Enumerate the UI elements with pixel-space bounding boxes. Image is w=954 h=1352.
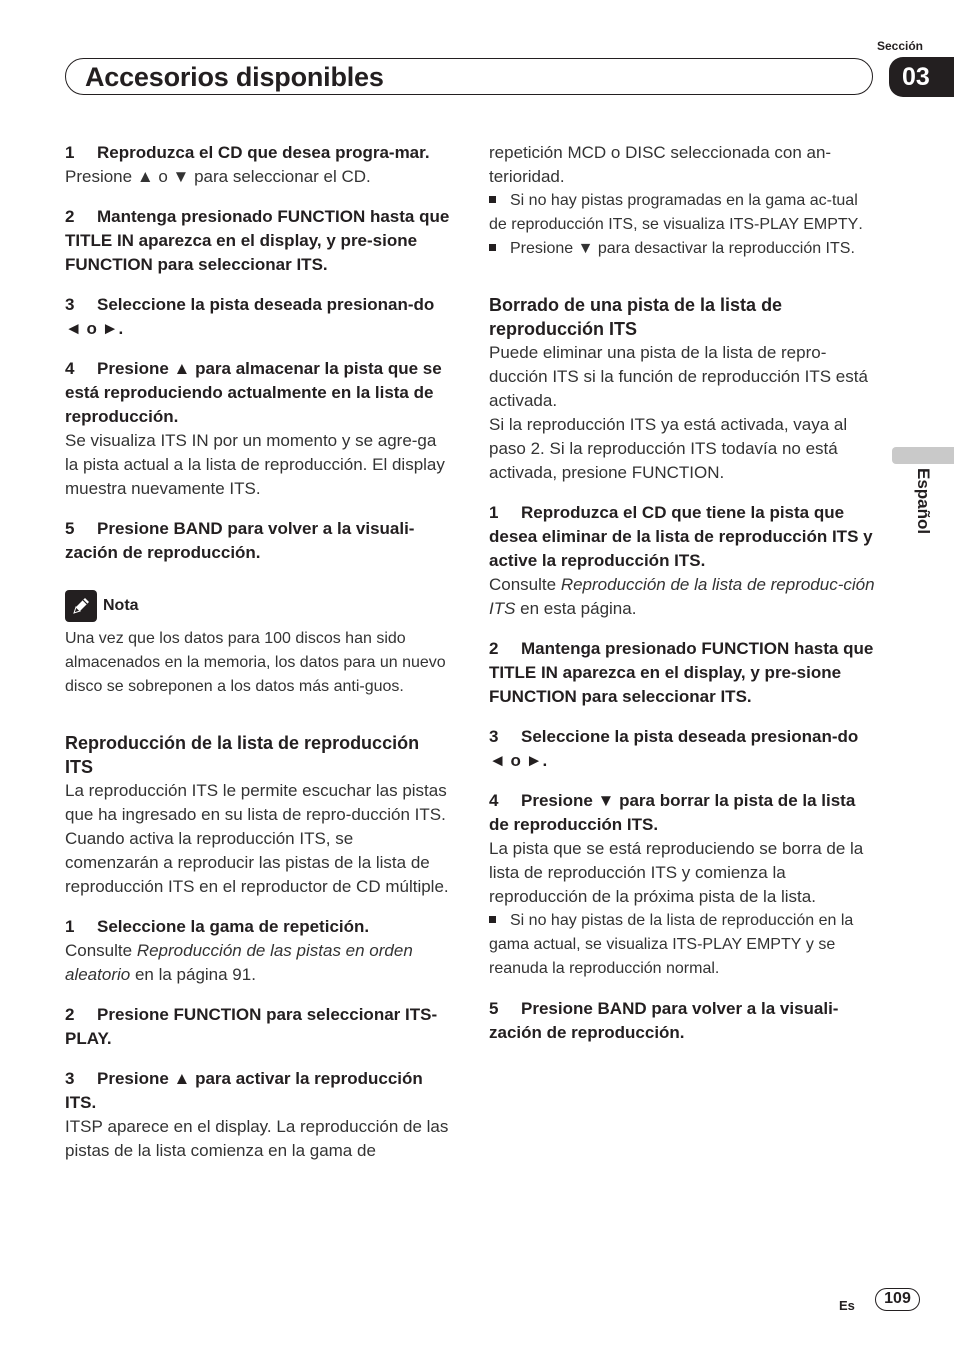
bullet-item: Si no hay pistas de la lista de reproducción en la gama actual, se visualiza ITS-PLAY EMPTY y se reanuda la reproducción normal. xyxy=(489,912,854,977)
footer-language-code: Es xyxy=(839,1298,855,1313)
note-title: Nota xyxy=(103,597,139,614)
note-heading xyxy=(65,589,451,623)
step-body: Consulte Reproducción de las pistas en orden aleatorio en la página 91. xyxy=(65,941,413,984)
square-bullet-icon xyxy=(489,244,496,251)
step: 1 Reproduzca el CD que tiene la pista que desea eliminar de la lista de reproducción ITS y active la reproducción ITS. xyxy=(489,503,873,570)
step: 5 Presione BAND para volver a la visuali-zación de reproducción. xyxy=(489,999,839,1042)
step: 2 Mantenga presionado FUNCTION hasta que TITLE IN aparezca en el display, y pre-sione FUNCTION para seleccionar ITS. xyxy=(489,639,874,706)
section-number-badge: 03 xyxy=(889,57,954,97)
step-body: Consulte Reproducción de la lista de reproduc-ción ITS en esta página. xyxy=(489,575,875,618)
step-body: La pista que se está reproduciendo se borra de la lista de reproducción ITS y comienza la reproducción de la próxima pista de la lista. xyxy=(489,839,864,906)
step: 1 Reproduzca el CD que desea progra-mar. xyxy=(65,143,430,162)
pencil-note-icon xyxy=(65,590,97,622)
bullet-item: Presione ▼ para desactivar la reproducción ITS. xyxy=(489,237,875,261)
cross-reference: Reproducción de las pistas en orden aleatorio xyxy=(65,941,413,984)
step: 3 Seleccione la pista deseada presionan-do ◄ o ►. xyxy=(65,295,435,338)
language-tab-marker xyxy=(892,447,954,464)
cross-reference: Reproducción de la lista de reproduc-ción ITS xyxy=(489,575,875,618)
section-body: Puede eliminar una pista de la lista de repro-ducción ITS si la función de reproducción ITS está activada. xyxy=(489,343,868,410)
section-heading: Borrado de una pista de la lista de reproducción ITS xyxy=(489,295,783,339)
step: 4 Presione ▼ para borrar la pista de la lista de reproducción ITS. xyxy=(489,791,856,834)
continued-text: repetición MCD o DISC seleccionada con an-terioridad. xyxy=(489,143,832,186)
step-body: Se visualiza ITS IN por un momento y se agre-ga la pista actual a la lista de reproducción. El display muestra nuevamente ITS. xyxy=(65,431,445,498)
bullet-item: Si no hay pistas programadas en la gama ac-tual de reproducción ITS, se visualiza ITS-PLAY EMPTY. xyxy=(489,192,863,233)
section-heading: Reproducción de la lista de reproducción ITS xyxy=(65,733,420,777)
step: 2 Mantenga presionado FUNCTION hasta que TITLE IN aparezca en el display, y pre-sione FUNCTION para seleccionar ITS. xyxy=(65,207,450,274)
step-body: Presione ▲ o ▼ para seleccionar el CD. xyxy=(65,167,371,186)
left-column xyxy=(65,141,451,1163)
step-body: ITSP aparece en el display. La reproducción de las pistas de la lista comienza en la gama de xyxy=(65,1117,449,1160)
step: 2 Presione FUNCTION para seleccionar ITS-PLAY. xyxy=(65,1005,438,1048)
language-label: Español xyxy=(914,468,933,535)
step: 4 Presione ▲ para almacenar la pista que se está reproduciendo actualmente en la lista de reproducción. xyxy=(65,359,442,426)
square-bullet-icon xyxy=(489,196,496,203)
step: 3 Seleccione la pista deseada presionan-do ◄ o ►. xyxy=(489,727,859,770)
section-body: Si la reproducción ITS ya está activada, vaya al paso 2. Si la reproducción ITS todavía no está activada, presione FUNCTION. xyxy=(489,415,848,482)
note-text: Una vez que los datos para 100 discos han sido almacenados en la memoria, los datos para un nuevo disco se sobreponen a los datos más anti-guos. xyxy=(65,630,446,695)
step: 3 Presione ▲ para activar la reproducción ITS. xyxy=(65,1069,423,1112)
step: 1 Seleccione la gama de repetición. xyxy=(65,917,370,936)
right-column xyxy=(489,141,875,1045)
page-number: 109 xyxy=(875,1288,920,1311)
section-label: Sección xyxy=(876,39,924,53)
step: 5 Presione BAND para volver a la visuali-zación de reproducción. xyxy=(65,519,415,562)
page-title: Accesorios disponibles xyxy=(85,62,384,92)
section-body: La reproducción ITS le permite escuchar las pistas que ha ingresado en su lista de repro-ducción ITS. Cuando activa la reproducción ITS, se comenzarán a reproducir las pistas de la lista de reproducción ITS en el reproductor de CD múltiple. xyxy=(65,781,449,896)
square-bullet-icon xyxy=(489,916,496,923)
